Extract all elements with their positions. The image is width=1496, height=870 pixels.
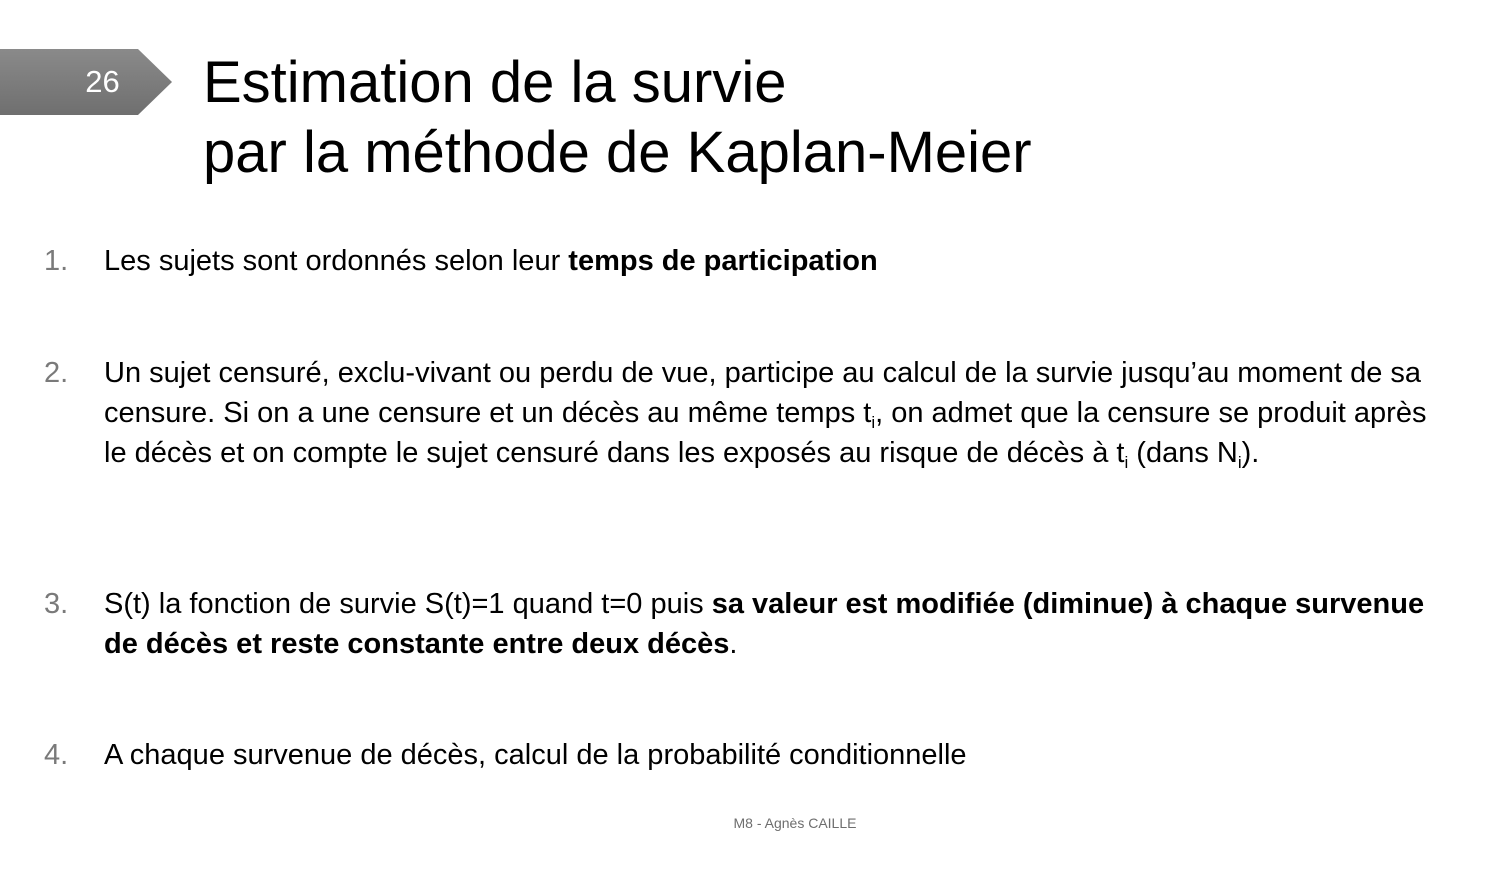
text-segment: , on admet que la censure se produit après le décès et on compte le sujet censuré dans les exposés au risque de décès à t: [104, 397, 1427, 469]
slide-title-line-2: par la méthode de Kaplan-Meier: [203, 120, 1032, 185]
list-item-number: 4.: [44, 739, 69, 771]
list-item-text: [104, 241, 1444, 281]
text-segment: (dans N: [1128, 437, 1238, 469]
list-item-number: 2.: [44, 357, 69, 389]
text-segment: ).: [1241, 437, 1260, 469]
bold-text-segment: sa valeur est modifiée (diminue) à chaque survenue de décès et reste constante entre deux décès: [104, 588, 1425, 660]
slide-footer: M8 - Agnès CAILLE: [733, 815, 857, 831]
subscript: i: [871, 413, 876, 432]
list-item-number: 3.: [44, 588, 69, 620]
slide-title: [203, 48, 1032, 188]
slide-title-line-1: Estimation de la survie: [203, 50, 787, 115]
list-item-text: [104, 584, 1444, 664]
bold-text-segment: temps de participation: [568, 245, 878, 277]
subscript: i: [1237, 453, 1242, 472]
text-segment: S(t) la fonction de survie S(t)=1 quand t=0 puis: [104, 588, 712, 620]
slide-number: 26: [85, 64, 120, 99]
text-segment: A chaque survenue de décès, calcul de la probabilité conditionnelle: [104, 739, 967, 771]
list-item-text: [104, 735, 1444, 775]
text-segment: Les sujets sont ordonnés selon leur: [104, 245, 569, 277]
subscript: i: [1124, 453, 1129, 472]
list-item-text: [104, 353, 1444, 473]
list-item-number: 1.: [44, 245, 69, 277]
slide-number-badge: [0, 49, 172, 115]
text-segment: .: [729, 628, 738, 660]
text-segment: Un sujet censuré, exclu-vivant ou perdu de vue, participe au calcul de la survie jusqu’au moment de sa censure. Si on a une censure et un décès au même temps t: [104, 357, 1422, 429]
